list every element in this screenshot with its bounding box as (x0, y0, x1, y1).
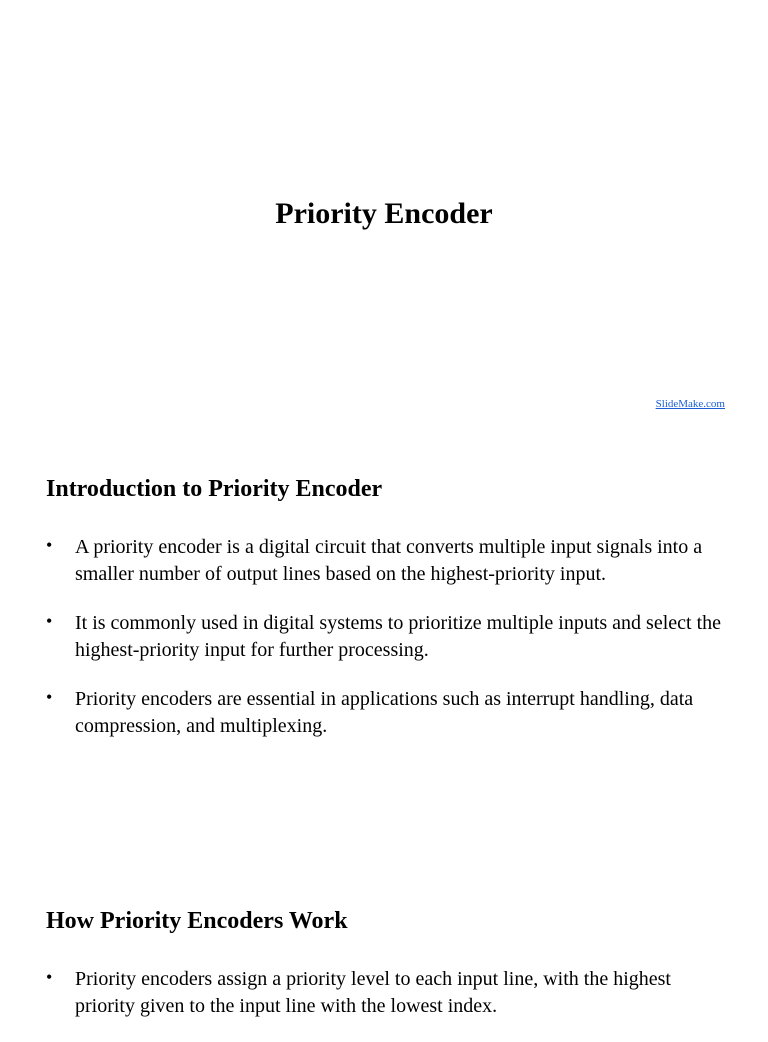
bullet-icon: • (46, 535, 53, 555)
bullet-text: Priority encoders are essential in applications such as interrupt handling, data compression, and multiplexing. (75, 688, 694, 737)
section-how-it-works (46, 905, 726, 1042)
slide-title: Priority Encoder (275, 197, 493, 230)
slidemake-link[interactable]: SlideMake.com (655, 398, 725, 410)
bullet-list (46, 966, 726, 1019)
section-introduction (46, 473, 726, 762)
bullet-icon: • (46, 967, 53, 987)
bullet-text: It is commonly used in digital systems to prioritize multiple inputs and select the highest-priority input for further processing. (75, 612, 722, 661)
section-heading: How Priority Encoders Work (46, 908, 348, 934)
bullet-text: A priority encoder is a digital circuit that converts multiple input signals into a smaller number of output lines based on the highest-priority input. (75, 536, 703, 585)
bullet-list (46, 534, 726, 739)
list-item (46, 534, 726, 587)
section-heading: Introduction to Priority Encoder (46, 476, 383, 502)
list-item (46, 610, 726, 663)
list-item (46, 966, 726, 1019)
list-item (46, 686, 726, 739)
bullet-text: Priority encoders assign a priority level to each input line, with the highest priority given to the input line with the lowest index. (75, 968, 671, 1017)
bullet-icon: • (46, 687, 53, 707)
bullet-icon: • (46, 611, 53, 631)
